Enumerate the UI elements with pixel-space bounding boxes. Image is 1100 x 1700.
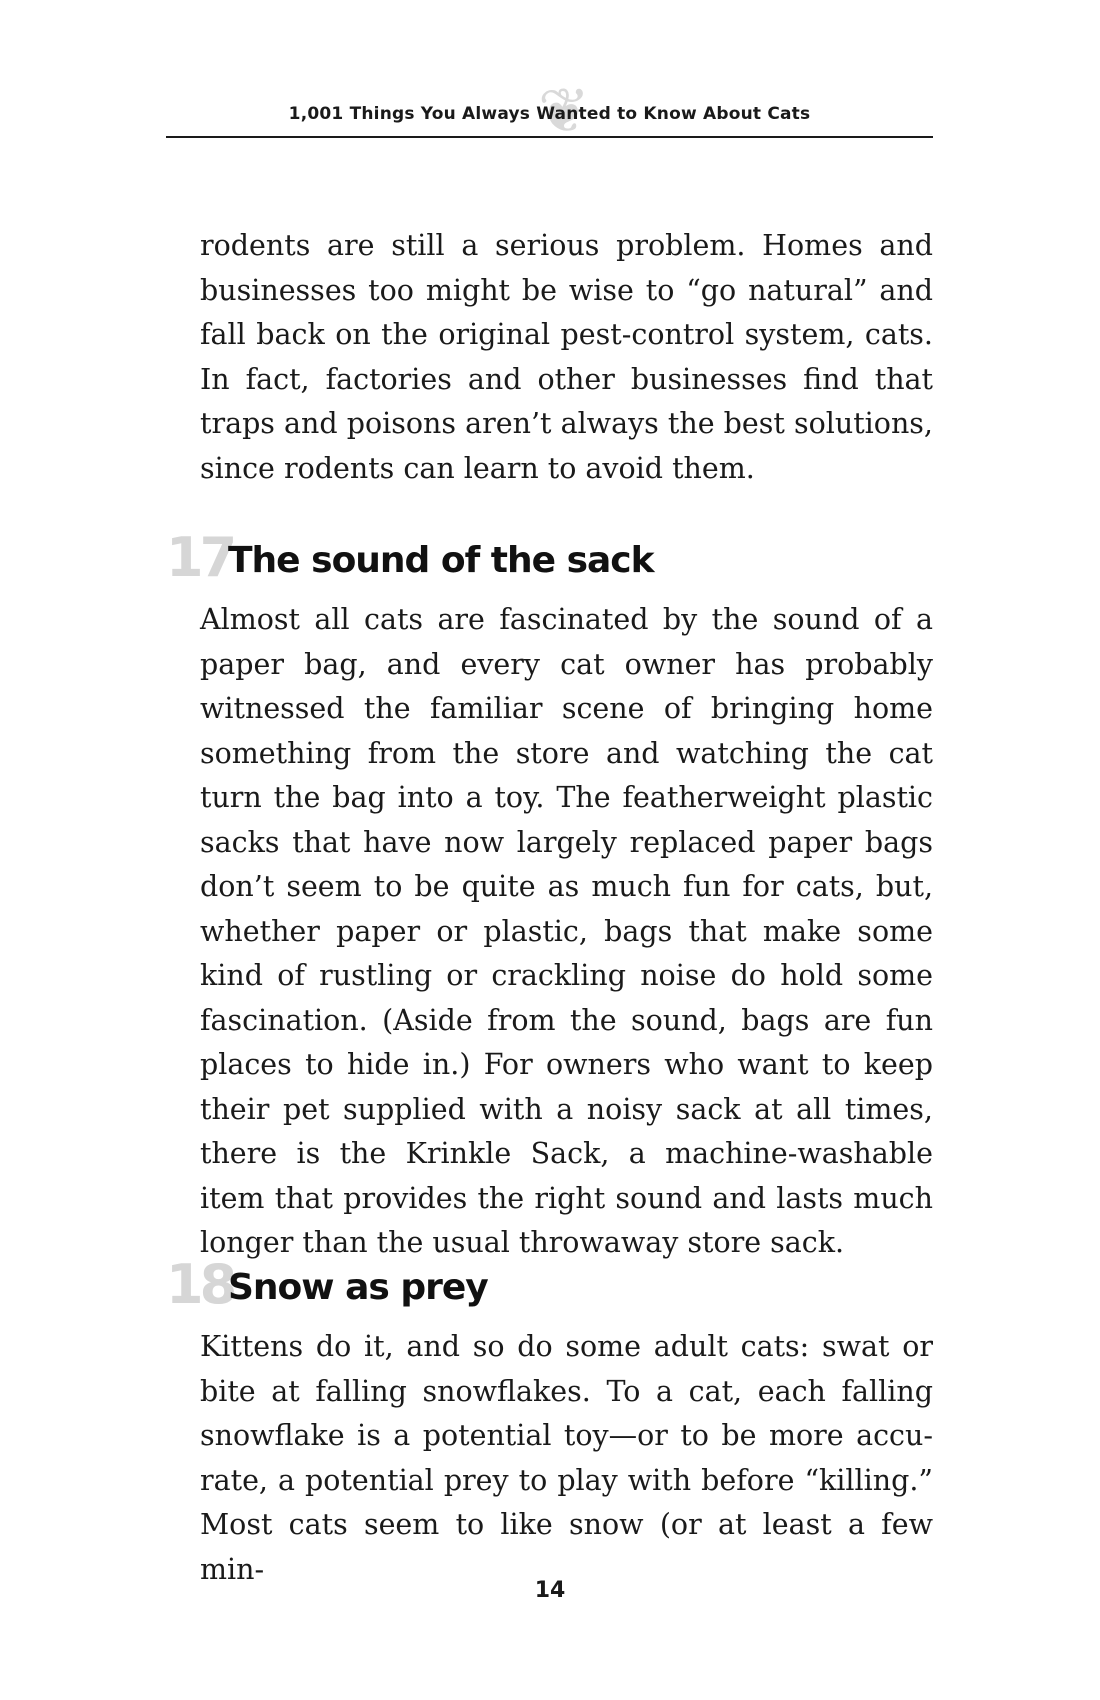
entry-body-18: Kittens do it, and so do some adult cats: swat or bite at falling snowflakes. To a cat, each falling snowflake is a potential toy—or to be more accurate, a potential prey to play with before “killing.” Most cats seem to like snow (or at least a few min-: [200, 1330, 933, 1586]
entry-heading-18: [166, 1252, 933, 1322]
entry-body-17: Almost all cats are fascinated by the sound of a paper bag, and every cat owner has probably witnessed the familiar scene of bringing home something from the store and watching the cat turn the bag into a toy. The featherweight plastic sacks that have now largely replaced paper bags don’t seem to be quite as much fun for cats, but, whether paper or plastic, bags that make some kind of rustling or crackling noise do hold some fascination. (Aside from the sound, bags are fun places to hide in.) For owners who want to keep their pet supplied with a noisy sack at all times, there is the Krinkle Sack, a machine-washable item that provides the right sound and lasts much longer than the usual throwaway store sack.: [200, 603, 933, 1259]
entry-heading-17: [166, 525, 933, 595]
paw-logo-icon: ❦: [538, 74, 584, 147]
page-number: 14: [534, 1578, 566, 1603]
entry-title: Snow as prey: [228, 1267, 488, 1308]
continued-paragraph: rodents are still a serious problem. Homes and businesses too might be wise to “go natural” and fall back on the original pest-control system, cats. In fact, factories and other businesses find that traps and poisons aren’t always the best solutions, since rodents can learn to avoid them.: [200, 229, 933, 485]
running-head: [166, 74, 933, 147]
entry-number: 17: [166, 526, 234, 589]
book-title: 1,001 Things You Always Wanted to Know About Cats: [288, 104, 811, 124]
entry-number: 18: [166, 1253, 234, 1316]
entry-title: The sound of the sack: [228, 540, 654, 581]
